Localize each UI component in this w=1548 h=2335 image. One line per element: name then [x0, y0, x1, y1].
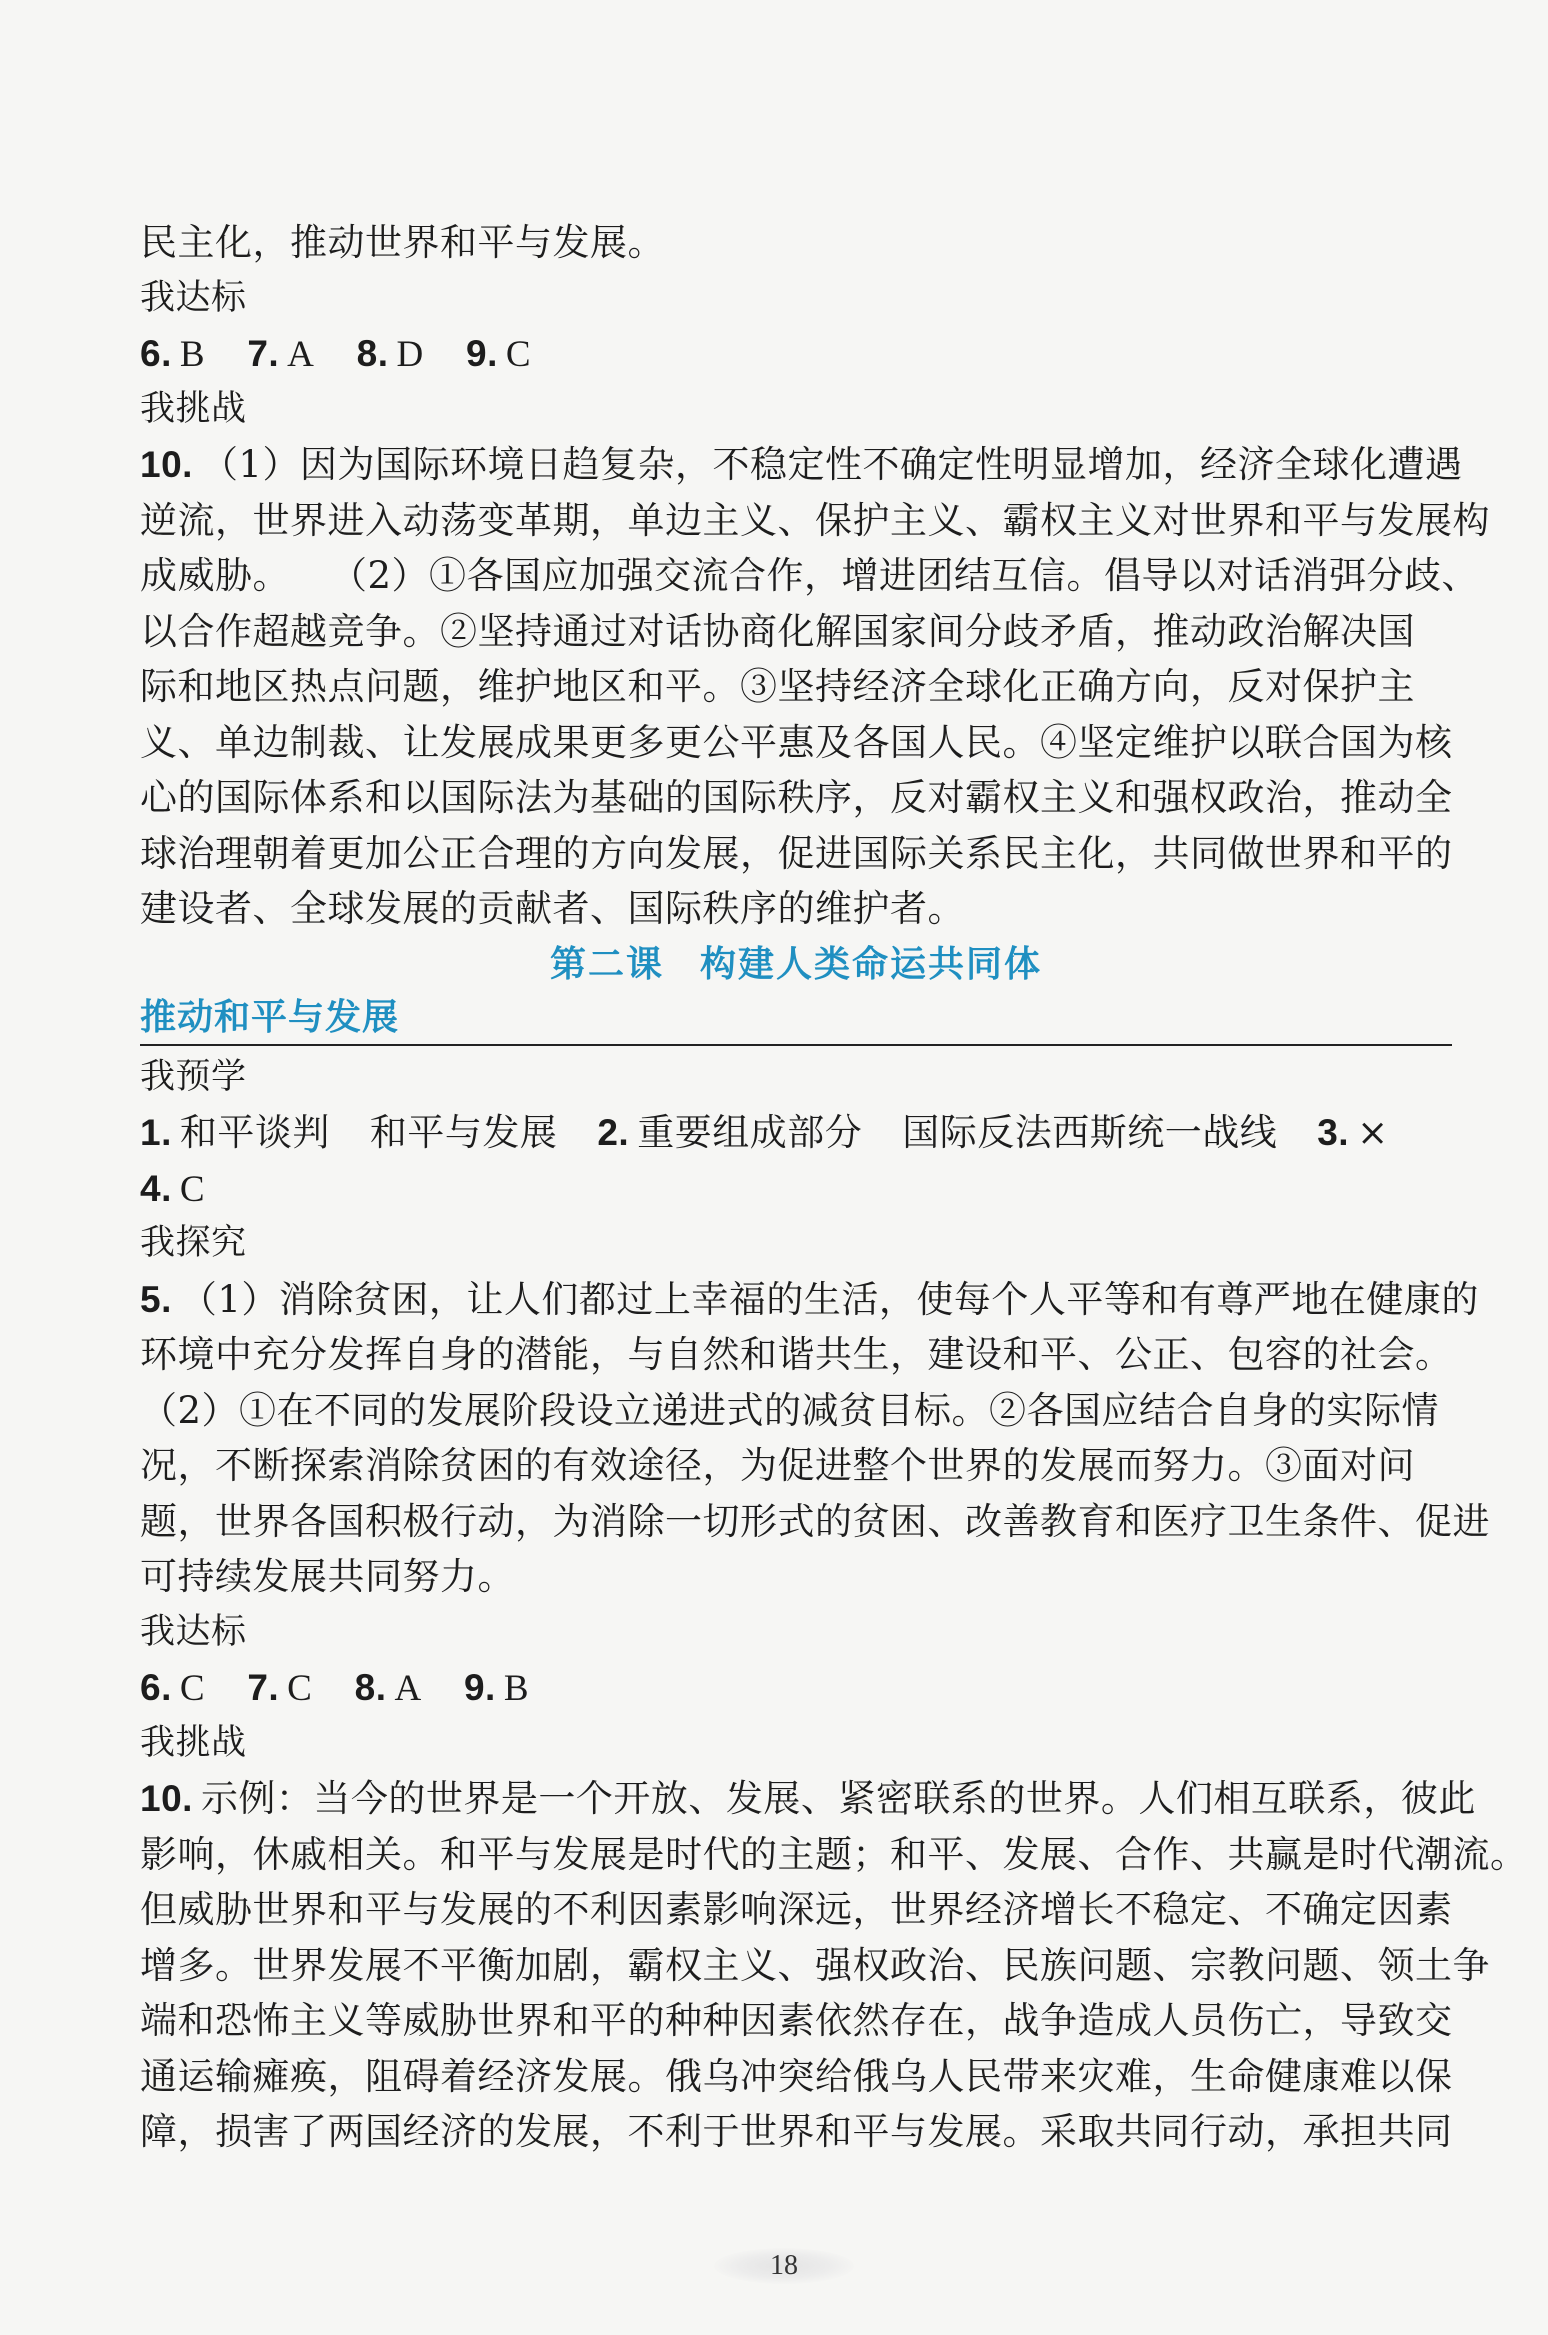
question-number: 6.: [140, 333, 172, 374]
text-line: [140, 1272, 1479, 1328]
question-number: 8.: [356, 333, 389, 374]
answer-row: [140, 1161, 1452, 1217]
text-line: 逆流，世界进入动荡变革期，单边主义、保护主义、霸权主义对世界和平与发展构: [140, 498, 1490, 542]
question-number: 7.: [247, 1667, 280, 1708]
answer-text: 重要组成部分: [637, 1111, 863, 1154]
text-line: 心的国际体系和以国际法为基础的国际秩序，反对霸权主义和强权政治，推动全: [140, 776, 1453, 819]
page-number: 18: [714, 2248, 854, 2284]
answer-text: （2）①各国应加强交流合作，增进团结互信。倡导以对话消弭分歧、: [330, 554, 1480, 597]
question-number: 9.: [466, 333, 498, 374]
answer-row: [140, 1660, 1452, 1716]
question-number: 4.: [140, 1167, 172, 1209]
question-number: 5.: [140, 1278, 172, 1320]
answer-row: [140, 326, 1452, 382]
section-label-dabiao: 我达标: [140, 1611, 247, 1652]
answer-row: [140, 1105, 1452, 1161]
text-line: 民主化，推动世界和平与发展。: [140, 221, 665, 264]
text-line: 通运输瘫痪，阻碍着经济发展。俄乌冲突给俄乌人民带来灾难，生命健康难以保: [140, 2054, 1453, 2098]
text-line: 影响，休戚相关。和平与发展是时代的主题；和平、发展、合作、共赢是时代潮流。: [140, 1832, 1528, 1876]
question-number: 6.: [140, 1667, 172, 1708]
question-number: 9.: [463, 1667, 496, 1708]
text-line: [140, 548, 1480, 604]
answer-choice: C: [179, 1168, 206, 1210]
answer-choice: B: [503, 1668, 530, 1709]
section-label-tanjiu: 我探究: [140, 1223, 247, 1263]
answer-page: [140, 215, 1528, 2160]
answer-text: 国际反法西斯统一战线: [902, 1111, 1278, 1154]
text-line: 增多。世界发展不平衡加剧，霸权主义、强权政治、民族问题、宗教问题、领土争: [140, 1943, 1490, 1987]
answer-choice: C: [179, 1668, 206, 1709]
section-label-tiaozhan: 我挑战: [140, 1722, 247, 1763]
text-line: 可持续发展共同努力。: [140, 1555, 515, 1598]
text-line: 障，损害了两国经济的发展，不利于世界和平与发展。采取共同行动，承担共同: [140, 2110, 1453, 2153]
answer-choice: B: [179, 334, 206, 375]
question-number: 8.: [354, 1667, 387, 1708]
answer-text: （1）因为国际环境日趋复杂，不稳定性不确定性明显增加，经济全球化遭遇: [200, 443, 1463, 486]
answer-text: 和平谈判: [179, 1111, 330, 1154]
answer-choice: ×: [1357, 1111, 1389, 1154]
question-number: 3.: [1317, 1112, 1350, 1153]
text-line: 际和地区热点问题，维护地区和平。③坚持经济全球化正确方向，反对保护主: [140, 665, 1415, 708]
text-line: 况，不断探索消除贫困的有效途径，为促进整个世界的发展而努力。③面对问: [140, 1444, 1415, 1487]
text-line: 但威胁世界和平与发展的不利因素影响深远，世界经济增长不稳定、不确定因素: [140, 1888, 1453, 1931]
answer-choice: C: [505, 334, 532, 375]
answer-choice: C: [287, 1668, 313, 1709]
text-line: （2）①在不同的发展阶段设立递进式的减贫目标。②各国应结合自身的实际情: [140, 1388, 1440, 1432]
answer-choice: D: [396, 334, 424, 375]
section-label-yuxue: 我预学: [140, 1056, 247, 1097]
text-line: 建设者、全球发展的贡献者、国际秩序的维护者。: [140, 887, 965, 930]
text-line: [140, 1771, 1476, 1827]
text-line: 以合作超越竞争。②坚持通过对话协商化解国家间分歧矛盾，推动政治解决国: [140, 609, 1415, 653]
text-line: 题，世界各国积极行动，为消除一切形式的贫困、改善教育和医疗卫生条件、促进: [140, 1499, 1490, 1543]
section-title: 推动和平与发展: [140, 992, 1452, 1046]
lesson-number: 第二课: [549, 943, 664, 985]
answer-text: （1）消除贫困，让人们都过上幸福的生活，使每个人平等和有尊严地在健康的: [179, 1277, 1479, 1321]
text-line: 球治理朝着更加公正合理的方向发展，促进国际关系民主化，共同做世界和平的: [140, 831, 1453, 875]
answer-choice: A: [394, 1668, 422, 1709]
question-number: 7.: [247, 333, 280, 374]
answer-text: 和平与发展: [369, 1111, 558, 1154]
section-label-tiaozhan: 我挑战: [140, 388, 247, 429]
question-number: 2.: [597, 1112, 630, 1153]
lesson-title: [140, 937, 1452, 992]
text-line: 环境中充分发挥自身的潜能，与自然和谐共生，建设和平、公正、包容的社会。: [140, 1333, 1453, 1376]
question-number: 10.: [140, 1778, 193, 1819]
text-line: [140, 437, 1463, 493]
section-label-dabiao: 我达标: [140, 277, 247, 318]
answer-text: 示例：当今的世界是一个开放、发展、紧密联系的世界。人们相互联系，彼此: [200, 1777, 1476, 1820]
question-number: 10.: [140, 444, 193, 485]
lesson-name: 构建人类命运共同体: [700, 943, 1043, 985]
text-line: 端和恐怖主义等威胁世界和平的种种因素依然存在，战争造成人员伤亡，导致交: [140, 1999, 1453, 2042]
text-line: 义、单边制裁、让发展成果更多更公平惠及各国人民。④坚定维护以联合国为核: [140, 720, 1453, 764]
question-number: 1.: [140, 1112, 172, 1153]
answer-text: 成威胁。: [140, 554, 290, 597]
answer-choice: A: [287, 334, 315, 375]
